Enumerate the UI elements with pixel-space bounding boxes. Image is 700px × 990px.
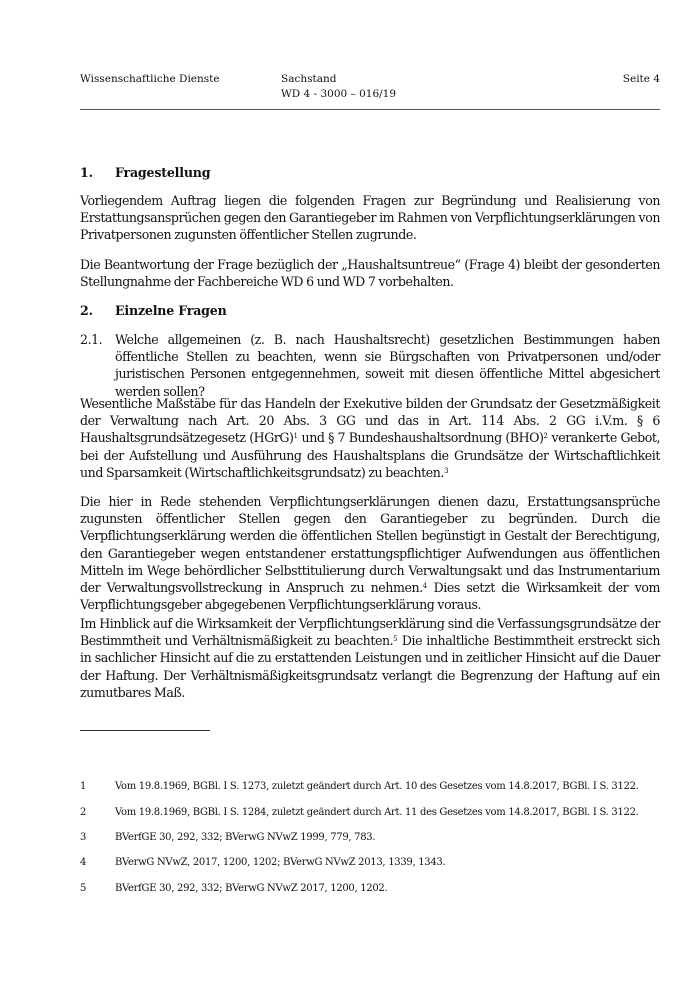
paragraph-text: Die inhaltliche Bestimmtheit erstreckt sich in sachlicher Hinsicht auf die zu erstattenden Leistungen und in zeitlicher Hinsicht auf die Dauer der Haftung. Der Verhältnismäßigkeitsgrundsatz verlangt die Begrenzung der Haftung auf ein zumutbares Maß. [80,633,660,700]
paragraph-text: verankerte Gebot, bei der Aufstellung und Ausführung des Haushaltsplans die Grundsätze der Wirtschaftlichkeit und Sparsamkeit (Wirtschaftlichkeitsgrundsatz) zu beachten. [80,430,661,480]
paragraph-text: Die Beantwortung der Frage bezüglich der „Haushaltsuntreue“ (Frage 4) bleibt der gesonderten Stellungnahme der Fachbereiche WD 6 und WD 7 vorbehalten. [80,257,660,290]
paragraph-5 [80,615,660,701]
question-text: Welche allgemeinen (z. B. nach Haushaltsrecht) gesetzlichen Bestimmungen haben öffentliche Stellen zu beachten, wenn sie Bürgschaften von Privatpersonen und/oder juristischen Personen entgegennehmen, soweit mit diesen öffentliche Mittel abgesichert werden sollen? [115,332,660,399]
footnote-3 [80,831,660,845]
question-number: 2.1. [80,332,103,347]
paragraph-text: Vorliegendem Auftrag liegen die folgenden Fragen zur Begründung und Realisierung von Erstattungsansprüchen gegen den Garantiegeber im Rahmen von Verpflichtungserklärungen von Privatpersonen zugunsten öffentlicher Stellen zugrunde. [80,193,660,243]
header-doc-type: Sachstand [281,73,337,85]
footnote-2 [80,806,660,820]
footnote-ref[interactable]: 5 [393,635,398,644]
footnote-ref[interactable]: 3 [444,466,449,475]
paragraph-1 [80,192,660,244]
paragraph-text: und § 7 Bundeshaushaltsordnung (BHO) [297,430,544,446]
paragraph-text: Wesentliche Maßstäbe für das Handeln der Exekutive bilden der Grundsatz der Gesetzmäßigkeit der Verwaltung nach Art. 20 Abs. 3 GG und das in Art. 114 Abs. 2 GG i.V.m. § 6 Haushaltsgrundsätzegesetz (HGrG) [80,396,660,446]
footnote-text: BVerfGE 30, 292, 332; BVerwG NVwZ 1999, 779, 783. [115,832,376,843]
header-document-info [281,72,396,102]
footnote-ref[interactable]: 2 [543,432,548,441]
footnote-number: 3 [80,832,87,843]
footnote-number: 1 [80,781,87,792]
footnote-separator [80,730,210,731]
header-doc-number: WD 4 - 3000 – 016/19 [281,88,397,100]
footnote-5 [80,882,660,896]
question-2-1 [80,331,660,400]
paragraph-4 [80,493,660,613]
footnote-number: 4 [80,857,87,868]
footnote-text: BVerfGE 30, 292, 332; BVerwG NVwZ 2017, 1200, 1202. [115,883,388,894]
section-number: 1. [80,165,93,180]
footnote-text: Vom 19.8.1969, BGBl. I S. 1273, zuletzt geändert durch Art. 10 des Gesetzes vom 14.8.2017, BGBl. I S. 3122. [115,781,639,792]
section-heading-2 [80,303,227,318]
paragraph-text: Im Hinblick auf die Wirksamkeit der Verpflichtungserklärung sind die Verfassungsgrundsätze der Bestimmtheit und Verhältnismäßigkeit zu beachten. [80,616,660,649]
paragraph-2 [80,256,660,290]
footnote-ref[interactable]: 1 [293,432,298,441]
header-divider [80,109,660,110]
header-department: Wissenschaftliche Dienste [80,73,220,85]
footnote-ref[interactable]: 4 [422,582,428,591]
header-page-number: Seite 4 [622,73,660,85]
section-number: 2. [80,303,93,318]
footnote-text: Vom 19.8.1969, BGBl. I S. 1284, zuletzt geändert durch Art. 11 des Gesetzes vom 14.8.2017, BGBl. I S. 3122. [115,807,639,818]
paragraph-3 [80,395,660,481]
section-title: Einzelne Fragen [115,303,227,318]
footnote-1 [80,780,660,794]
section-title: Fragestellung [115,165,211,180]
footnote-number: 2 [80,807,87,818]
paragraph-text: Dies setzt die Wirksamkeit der vom Verpflichtungsgeber abgegebenen Verpflichtungserklärung voraus. [80,580,660,613]
footnote-number: 5 [80,883,87,894]
footnote-text: BVerwG NVwZ, 2017, 1200, 1202; BVerwG NVwZ 2013, 1339, 1343. [115,857,446,868]
paragraph-text: Die hier in Rede stehenden Verpflichtungserklärungen dienen dazu, Erstattungsansprüche zugunsten öffentlicher Stellen gegen den Garantiegeber zu begründen. Durch die Verpflichtungserklärung werden die öffentlichen Stellen begünstigt in Gestalt der Berechtigung, den Garantiegeber wegen entstandener erstattungspflichtiger Aufwendungen aus öffentlichen Mitteln im Wege behördlicher Selbsttitulierung durch Verwaltungsakt und das Instrumentarium der Verwaltungsvollstreckung in Anspruch zu nehmen. [80,494,660,596]
footnote-4 [80,856,660,870]
section-heading-1 [80,165,210,180]
